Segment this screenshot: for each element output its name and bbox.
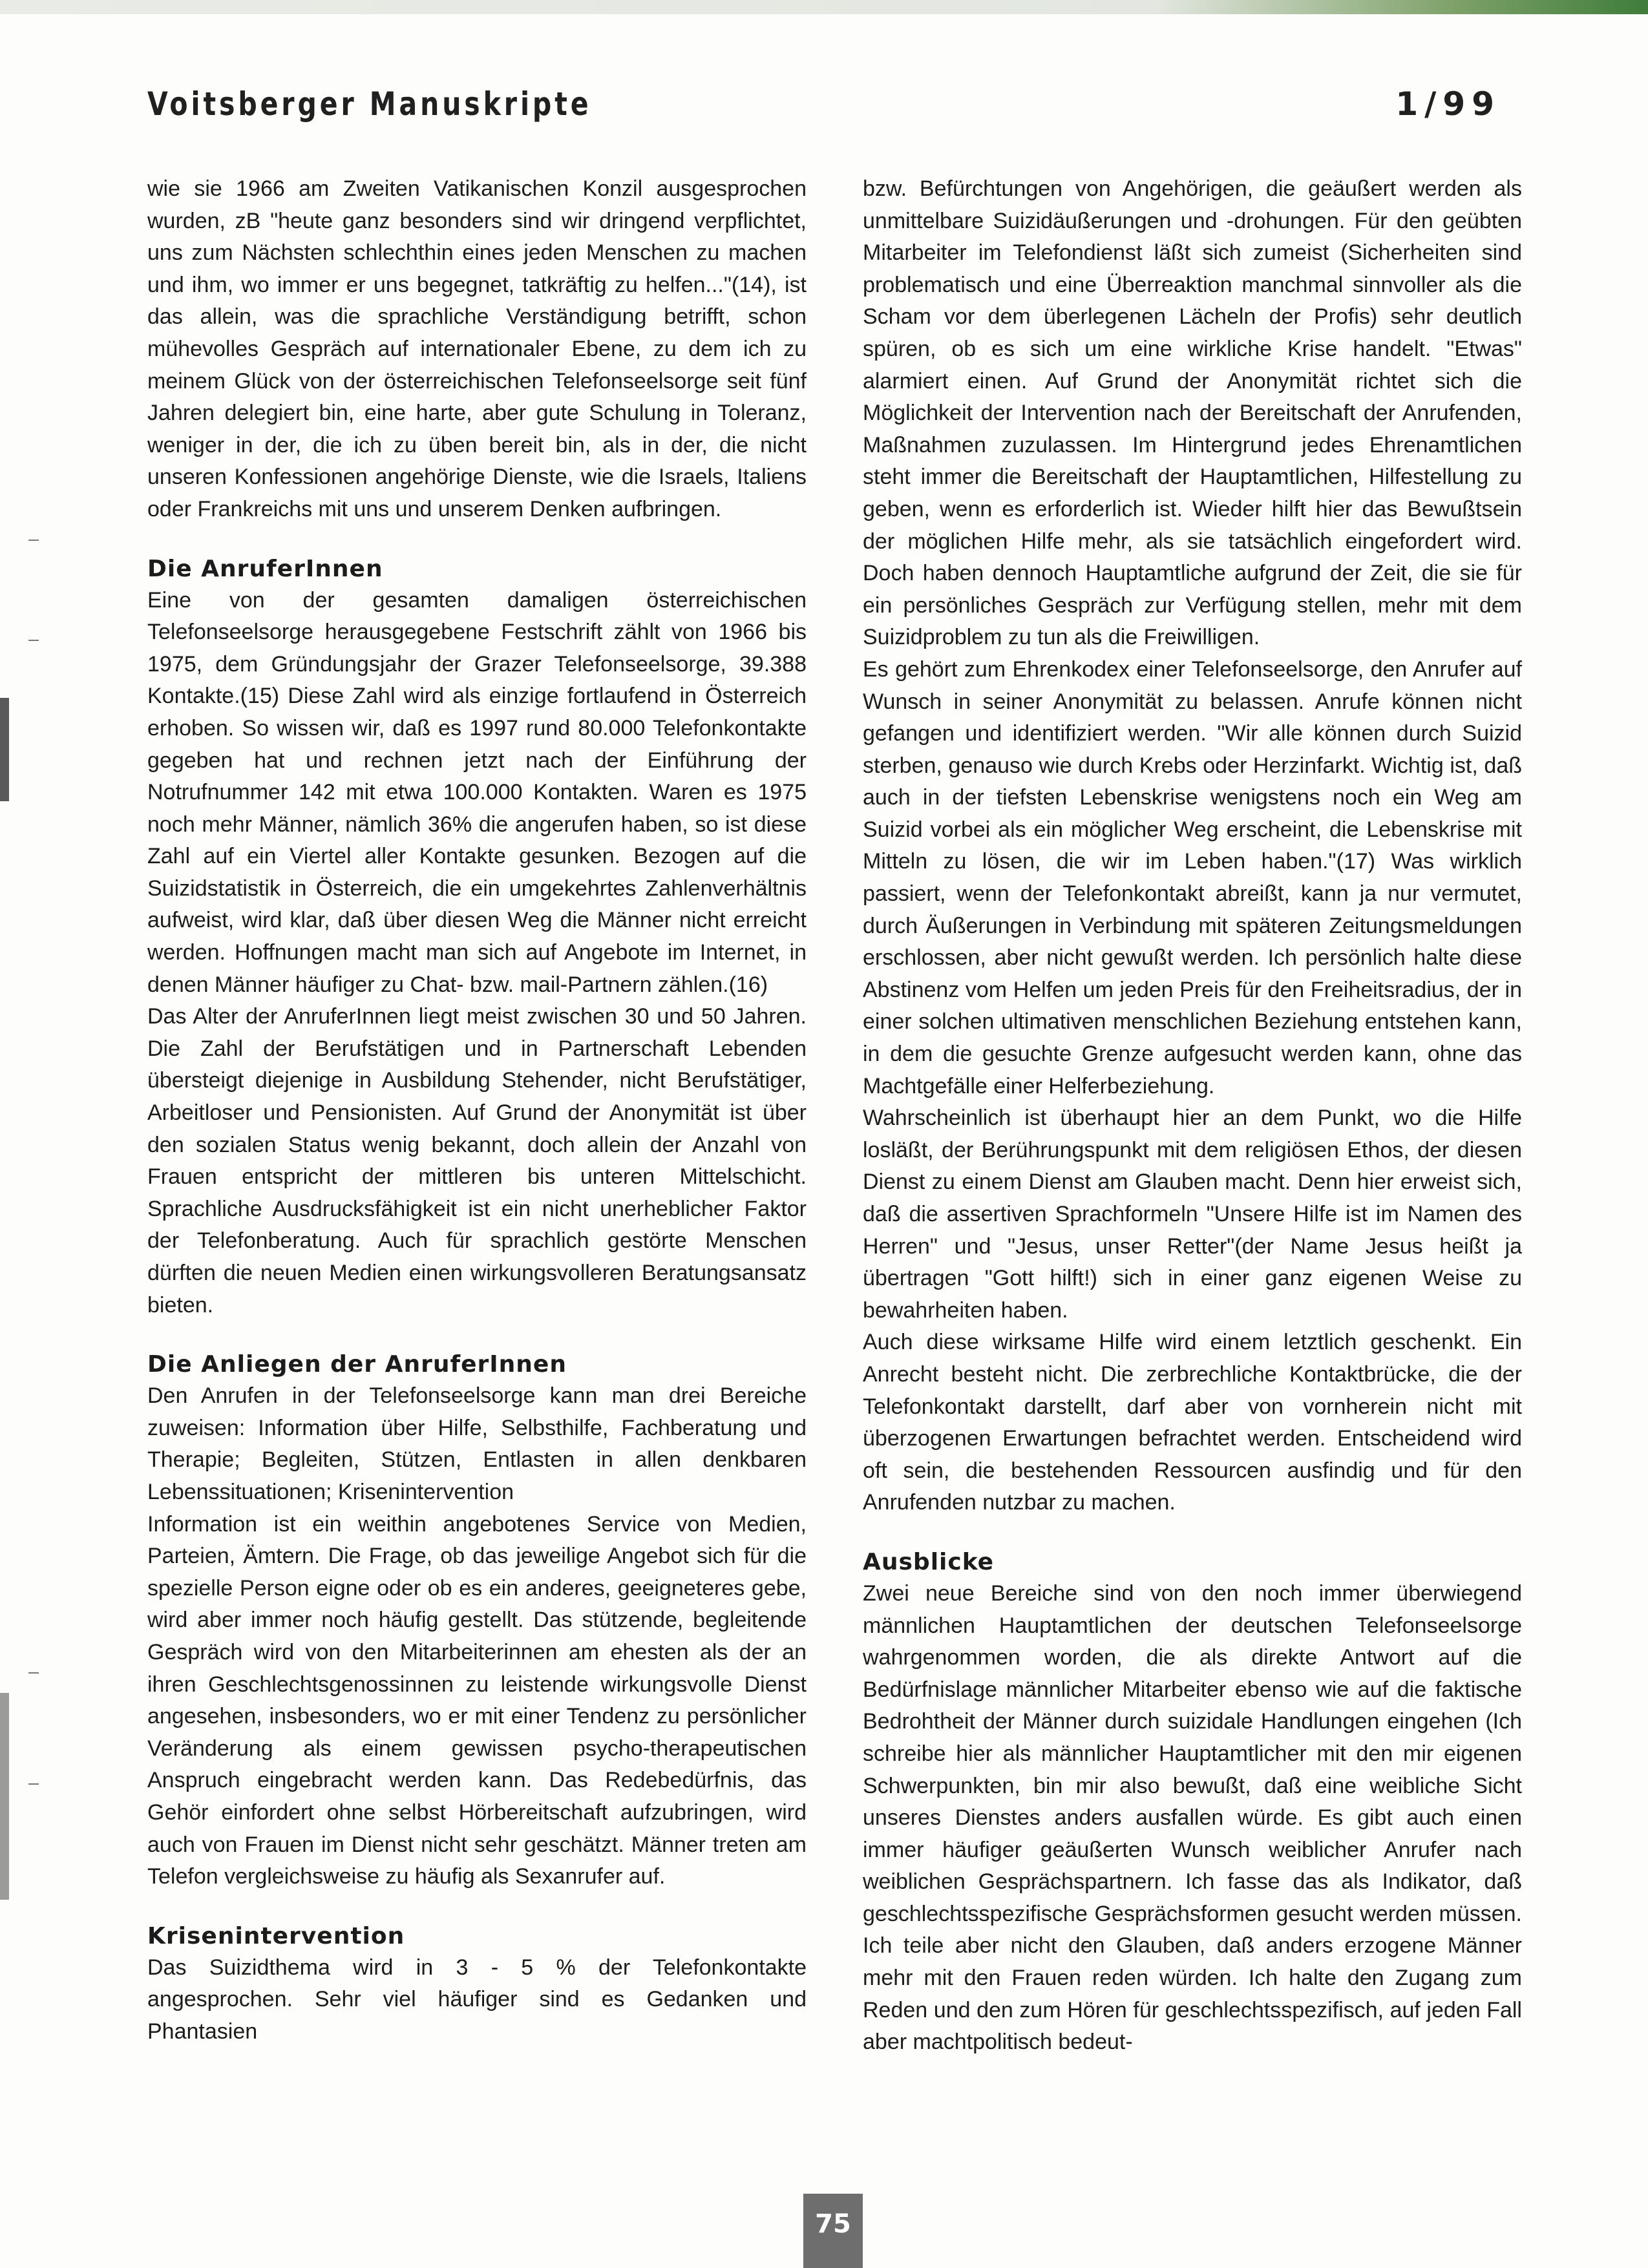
issue-number: 1/99: [1395, 85, 1501, 123]
binding-shadow: [0, 1693, 9, 1900]
paragraph: Das Alter der AnruferInnen liegt meist zwischen 30 und 50 Jahren. Die Zahl der Berufstätigen und in Partnerschaft Lebenden übersteigt diejenige in Ausbildung Stehender, nicht Berufstätiger, Arbeitloser und Pensionisten. Auf Grund der Anonymität ist über den sozialen Status wenig bekannt, doch allein der Anzahl von Frauen entspricht der mittleren bis unteren Mittelschicht. Sprachliche Ausdrucksfähigkeit ist ein nicht unerheblicher Faktor der Telefonberatung. Auch für sprachlich gestörte Menschen dürften die neuen Medien einen wirkungsvolleren Beratungsansatz bieten.: [147, 1004, 807, 1318]
running-header: [147, 85, 1260, 131]
paragraph: Den Anrufen in der Telefonseelsorge kann man drei Bereiche zuweisen: Information über Hilfe, Selbsthilfe, Fachberatung und Therapie; Begleiten, Stützen, Entlasten in allen denkbaren Lebenssituationen; Krisenintervention: [147, 1383, 807, 1504]
left-column: [147, 173, 807, 2048]
section-heading-krisenintervention: Krisenintervention: [147, 1922, 405, 1949]
margin-mark: [28, 540, 39, 541]
intro-paragraph: wie sie 1966 am Zweiten Vatikanischen Konzil ausgesprochen wurden, zB "heute ganz besonders sind wir dringend verpflichtet, uns zum Nächsten schlechthin eines jeden Menschen zu machen und ihm, wo immer er uns begegnet, tatkräftig zu helfen..."(14), ist das allein, was die sprachliche Verständigung betrifft, schon mühevolles Gespräch auf internationaler Ebene, zu dem ich zu meinem Glück von der österreichischen Telefonseelsorge seit fünf Jahren delegiert bin, eine harte, aber gute Schulung in Toleranz, weniger in der, die ich zu üben bereit bin, als in der, die nicht unseren Konfessionen angehörige Dienste, wie die Israels, Italiens oder Frankreichs mit uns und unserem Denken aufbringen.: [147, 176, 807, 521]
paragraph: Wahrscheinlich ist überhaupt hier an dem Punkt, wo die Hilfe losläßt, der Berührungspunkt mit dem religiösen Ethos, der diesen Dienst zu einem Dienst am Glauben macht. Denn hier erweist sich, daß die assertiven Sprachformeln "Unsere Hilfe ist im Namen des Herren" und "Jesus, unser Retter"(der Name Jesus heißt ja übertragen "Gott hilft!) sich in einer ganz eigenen Weise zu bewahrheiten haben.: [863, 1106, 1522, 1323]
paragraph: Es gehört zum Ehrenkodex einer Telefonseelsorge, den Anrufer auf Wunsch in seiner Anonymität zu belassen. Anrufe können nicht gefangen und identifiziert werden. "Wir alle können durch Suizid sterben, genauso wie durch Krebs oder Herzinfarkt. Wichtig ist, daß auch in der tiefsten Lebenskrise wenigstens noch ein Weg am Suizid vorbei als ein möglicher Weg erscheint, die Lebenskrise mit Mitteln zu lösen, die wir im Leben haben."(17) Was wirklich passiert, wenn der Telefonkontakt abreißt, kann ja nur vermutet, durch Äußerungen in Verbindung mit späteren Zeitungsmeldungen erschlossen, aber nicht gewußt werden. Ich persönlich halte diese Abstinenz vom Helfen um jeden Preis für den Freiheitsradius, der in einer solchen ultimativen menschlichen Beziehung entstehen kann, in dem die gesuchte Grenze aufgesucht werden kann, ohne das Machtgefälle einer Helferbeziehung.: [863, 656, 1522, 1098]
section-heading-ausblicke: Ausblicke: [863, 1548, 995, 1575]
paragraph: Zwei neue Bereiche sind von den noch immer überwiegend männlichen Hauptamtlichen der deutschen Telefonseelsorge wahrgenommen worden, die als direkte Antwort auf die Bedürfnislage männlicher Mitarbeiter ebenso wie auf die faktische Bedrohtheit der Männer durch suizidale Handlungen eingehen (Ich schreibe hier als männlicher Hauptamtlicher mit den mir eigenen Schwerpunkten, bin mir also bewußt, daß eine weibliche Sicht unseres Dienstes anders ausfallen würde. Es gibt auch einen immer häufiger geäußerten Wunsch weiblicher Anrufer nach weiblichen Gesprächspartnern. Ich fasse das als Indikator, daß geschlechtsspezifische Gesprächsformen gesucht werden müssen. Ich teile aber nicht den Glauben, daß anders erzogene Männer mehr mit den Frauen reden würden. Ich halte den Zugang zum Reden und den zum Hören für geschlechtsspezifisch, auf jeden Fall aber machtpolitisch bedeut-: [863, 1580, 1522, 2055]
binding-shadow: [0, 698, 9, 801]
paragraph: Das Suizidthema wird in 3 - 5 % der Telefonkontakte angesprochen. Sehr viel häufiger sind es Gedanken und Phantasien: [147, 1955, 807, 2044]
journal-title: Voitsberger Manuskripte: [147, 85, 592, 123]
paragraph: Eine von der gesamten damaligen österreichischen Telefonseelsorge herausgegebene Festschrift zählt von 1966 bis 1975, dem Gründungsjahr der Grazer Telefonseelsorge, 39.388 Kontakte.(15) Diese Zahl wird als einzige fortlaufend in Österreich erhoben. So wissen wir, daß es 1997 rund 80.000 Telefonkontakte gegeben hat und rechnen jetzt nach der Einführung der Notrufnummer 142 mit etwa 100.000 Kontakten. Waren es 1975 noch mehr Männer, nämlich 36% die angerufen haben, so ist diese Zahl auf ein Viertel aller Kontakte gesunken. Bezogen auf die Suizidstatistik in Österreich, die ein umgekehrtes Zahlenverhältnis aufweist, wird klar, daß über diesen Weg die Männer nicht erreicht werden. Hoffnungen macht man sich auf Angebote im Internet, in denen Männer häufiger zu Chat- bzw. mail-Partnern zählen.(16): [147, 587, 807, 997]
section-heading-anruferinnen: Die AnruferInnen: [147, 555, 383, 582]
margin-mark: [28, 1783, 39, 1785]
paragraph: Auch diese wirksame Hilfe wird einem letztlich geschenkt. Ein Anrecht besteht nicht. Die zerbrechliche Kontaktbrücke, die der Telefonkontakt darstellt, darf aber von vornherein nicht mit überzogenen Erwartungen befrachtet werden. Entscheidend wird oft sein, die bestehenden Ressourcen ausfindig und für den Anrufenden nutzbar zu machen.: [863, 1330, 1522, 1515]
page-top-edge: [0, 0, 1648, 14]
margin-mark: [28, 1672, 39, 1674]
paragraph: bzw. Befürchtungen von Angehörigen, die geäußert werden als unmittelbare Suizidäußerungen und -drohungen. Für den geübten Mitarbeiter im Telefondienst läßt sich zumeist (Sicherheiten sind problematisch und eine Überreaktion manchmal sinnvoller als die Scham vor dem überlegenen Lächeln der Profis) sehr deutlich spüren, ob es sich um eine wirkliche Krise handelt. "Etwas" alarmiert einen. Auf Grund der Anonymität richtet sich die Möglichkeit der Intervention nach der Bereitschaft der Anrufenden, Maßnahmen zuzulassen. Im Hintergrund jedes Ehrenamtlichen steht immer die Bereitschaft der Hauptamtlichen, Hilfestellung zu geben, wenn es erforderlich ist. Wieder hilft hier das Bewußtsein der möglichen Hilfe mehr, als sie tatsächlich eingefordert wird. Doch haben dennoch Hauptamtliche aufgrund der Zeit, die sie für ein persönliches Gespräch zur Verfügung stellen, mehr mit dem Suizidproblem zu tun als die Freiwilligen.: [863, 176, 1522, 650]
section-heading-anliegen: Die Anliegen der AnruferInnen: [147, 1351, 567, 1378]
page-number: 75: [803, 2194, 863, 2268]
margin-mark: [28, 640, 39, 641]
paragraph: Information ist ein weithin angebotenes Service von Medien, Parteien, Ämtern. Die Frage, ob das jeweilige Angebot sich für die spezielle Person eigne oder ob es ein anderes, geeigneteres gebe, wird aber immer noch häufig gestellt. Das stützende, begleitende Gespräch wird von den Mitarbeiterinnen am ehesten als der an ihren Geschlechtsgenossinnen zu leistende wirkungsvolle Dienst angesehen, insbesonders, wo er mit einer Tendenz zu persönlicher Veränderung als einem gewissen psycho-therapeutischen Anspruch eingebracht werden kann. Das Redebedürfnis, das Gehör einfordert ohne selbst Hörbereitschaft aufzubringen, wird auch von Frauen im Dienst nicht sehr geschätzt. Männer treten am Telefon vergleichsweise zu häufig als Sexanrufer auf.: [147, 1511, 807, 1889]
right-column: [863, 173, 1522, 2059]
